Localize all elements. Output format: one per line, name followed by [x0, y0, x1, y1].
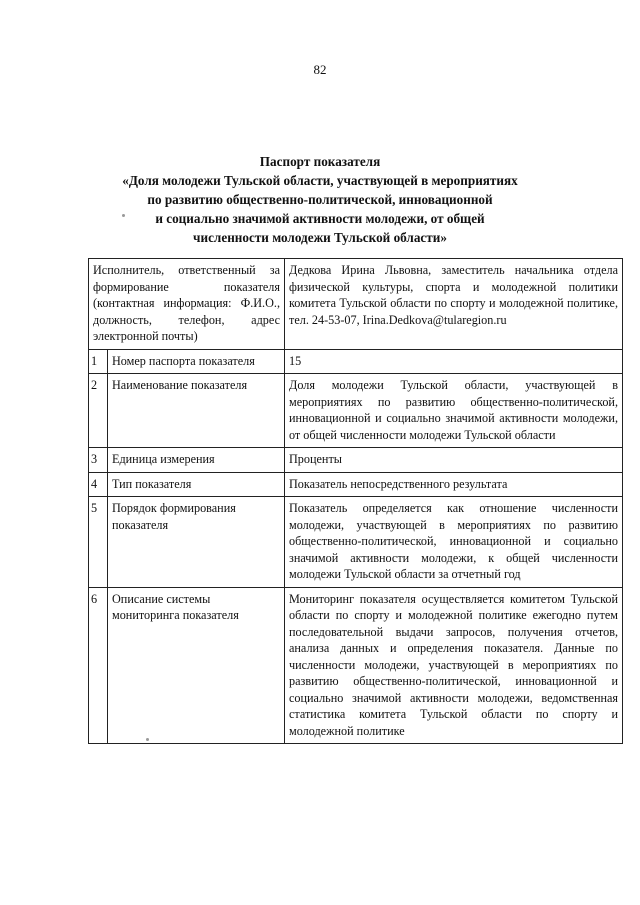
row-name: Тип показателя: [108, 472, 285, 497]
row-value: Показатель непосредственного результата: [285, 472, 623, 497]
row-value: Показатель определяется как отношение численности молодежи, участвующей в мероприятиях по развитию общественно-политической, инновационной и социально значимой активности молодежи, к общей численности молодежи Тульской области за отчетный год: [285, 497, 623, 588]
table-row: [89, 497, 623, 588]
row-name: Единица измерения: [108, 448, 285, 473]
title-line: и социально значимой активности молодежи, от общей: [155, 211, 485, 226]
table-row: [89, 587, 623, 744]
row-name: Наименование показателя: [108, 374, 285, 448]
table-row: [89, 374, 623, 448]
row-value: Проценты: [285, 448, 623, 473]
row-value: 15: [285, 349, 623, 374]
row-number: 1: [89, 349, 108, 374]
row-number: 2: [89, 374, 108, 448]
executor-value-cell: Дедкова Ирина Львовна, заместитель начальника отдела физической культуры, спорта и молодежной политики комитета Тульской области по спорту и молодежной политике, тел. 24-53-07, Irina.Dedkova@tularegion.ru: [285, 259, 623, 350]
scan-speck: [146, 738, 149, 741]
row-number: 6: [89, 587, 108, 744]
row-number: 5: [89, 497, 108, 588]
row-value: Мониторинг показателя осуществляется комитетом Тульской области по спорту и молодежной политике ежегодно путем последовательной выдачи запросов, получения отчетов, анализа данных и определения показателя. Данные по численности молодежи, участвующей в мероприятиях по развитию общественно-политической, инновационной и социально значимой активности молодежи, ведомственная статистика комитета Тульской области по спорту и молодежной политике: [285, 587, 623, 744]
page-number: 82: [313, 62, 327, 77]
row-name: Описание системы мониторинга показателя: [108, 587, 285, 744]
title-line: «Доля молодежи Тульской области, участвующей в мероприятиях: [122, 173, 518, 188]
table-row: [89, 448, 623, 473]
indicator-passport-table: [88, 258, 623, 744]
table-row-executor: [89, 259, 623, 350]
row-number: 3: [89, 448, 108, 473]
table-row: [89, 472, 623, 497]
passport-title: [60, 152, 580, 247]
title-line: численности молодежи Тульской области»: [193, 230, 447, 245]
row-name: Порядок формирования показателя: [108, 497, 285, 588]
row-name: Номер паспорта показателя: [108, 349, 285, 374]
row-value: Доля молодежи Тульской области, участвующей в мероприятиях по развитию общественно-политической, инновационной и социально значимой активности молодежи, от общей численности молодежи Тульской области: [285, 374, 623, 448]
executor-label-cell: Исполнитель, ответственный за формирование показателя (контактная информация: Ф.И.О., должность, телефон, адрес электронной почты): [89, 259, 285, 350]
title-line: по развитию общественно-политической, инновационной: [147, 192, 493, 207]
row-number: 4: [89, 472, 108, 497]
scan-speck: [122, 214, 125, 217]
title-line: Паспорт показателя: [259, 154, 381, 169]
table-row: [89, 349, 623, 374]
